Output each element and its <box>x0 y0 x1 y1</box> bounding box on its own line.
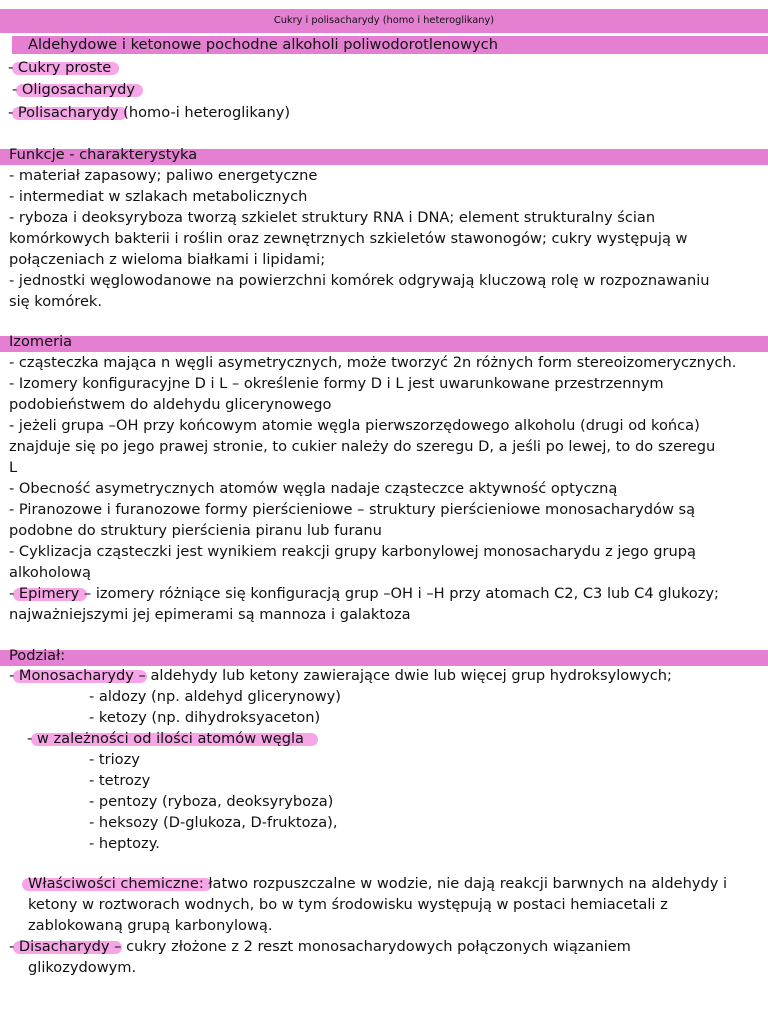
functions-line-4: komórkowych bakterii i roślin oraz zewnętrznych szkieletów stawonogów; cukry występują w <box>9 230 688 247</box>
isomerism-line-10: - Cyklizacja cząsteczki jest wynikiem reakcji grupy karbonylowej monosacharydu z jego grupą <box>9 543 696 560</box>
division-line-10: Właściwości chemiczne: łatwo rozpuszczalne w wodzie, nie dają reakcji barwnych na aldehydy i <box>28 875 728 892</box>
isomerism-line-4: - jeżeli grupa –OH przy końcowym atomie węgla pierwszorzędowego alkoholu (drugi od końca) <box>9 417 700 434</box>
functions-line-7: się komórek. <box>9 293 103 310</box>
division-line-4: - w zależności od ilości atomów węgla <box>27 730 304 747</box>
highlight-wlasciwosci: Właściwości chemiczne: <box>28 875 204 892</box>
division-band <box>0 650 768 666</box>
isomerism-line-3: podobieństwem do aldehydu glicerynowego <box>9 396 332 413</box>
isomerism-line-9: podobne do struktury pierścienia piranu lub furanu <box>9 522 382 539</box>
highlight-epimery: Epimery <box>18 585 80 602</box>
isomerism-header: Izomeria <box>9 333 73 350</box>
highlight-polisacharydy: Polisacharydy <box>17 104 119 121</box>
isomerism-line-12: - Epimery – izomery różniące się konfiguracją grup –OH i –H przy atomach C2, C3 lub C4 glukozy; <box>9 585 719 602</box>
functions-line-5: połączeniach z wieloma białkami i lipidami; <box>9 251 326 268</box>
highlight-disacharydy: Disacharydy <box>18 938 115 955</box>
division-line-6: - tetrozy <box>89 772 151 789</box>
intro-item-2: - Oligosacharydy <box>12 81 135 98</box>
division-line-13: - Disacharydy – cukry złożone z 2 reszt monosacharydowych połączonych wiązaniem <box>9 938 631 955</box>
highlight-monosacharydy: Monosacharydy <box>18 667 139 684</box>
intro-item-3: - Polisacharydy (homo-i heteroglikany) <box>8 104 291 121</box>
functions-header: Funkcje - charakterystyka <box>9 146 198 163</box>
isomerism-band <box>0 336 768 352</box>
division-line-9: - heptozy. <box>89 835 160 852</box>
functions-line-3: - ryboza i deoksyryboza tworzą szkielet struktury RNA i DNA; element strukturalny ścian <box>9 209 656 226</box>
isomerism-line-7: - Obecność asymetrycznych atomów węgla nadaje cząsteczce aktywność optyczną <box>9 480 618 497</box>
functions-line-6: - jednostki węglowodanowe na powierzchni komórek odgrywają kluczową rolę w rozpoznawaniu <box>9 272 710 289</box>
intro-item-1: - Cukry proste <box>8 59 112 76</box>
division-line-7: - pentozy (ryboza, deoksyryboza) <box>89 793 334 810</box>
isomerism-line-5: znajduje się po jego prawej stronie, to cukier należy do szeregu D, a jeśli po lewej, to do szeregu <box>9 438 716 455</box>
division-line-2: - aldozy (np. aldehyd glicerynowy) <box>89 688 341 705</box>
division-line-3: - ketozy (np. dihydroksyaceton) <box>89 709 321 726</box>
division-line-1: - Monosacharydy – aldehydy lub ketony zawierające dwie lub więcej grup hydroksylowych; <box>9 667 672 684</box>
division-line-5: - triozy <box>89 751 140 768</box>
page-title: Cukry i polisacharydy (homo i heteroglikany) <box>273 15 495 26</box>
highlight-w-zaleznosci: w zależności od ilości atomów węgla <box>36 730 304 747</box>
subtitle: Aldehydowe i ketonowe pochodne alkoholi poliwodorotlenowych <box>28 36 498 53</box>
division-line-8: - heksozy (D-glukoza, D-fruktoza), <box>89 814 338 831</box>
isomerism-line-13: najważniejszymi jej epimerami są mannoza i galaktoza <box>9 606 411 623</box>
isomerism-line-2: - Izomery konfiguracyjne D i L – określenie formy D i L jest uwarunkowane przestrzennym <box>9 375 664 392</box>
isomerism-line-8: - Piranozowe i furanozowe formy pierścieniowe – struktury pierścieniowe monosacharydów są <box>9 501 696 518</box>
functions-line-1: - materiał zapasowy; paliwo energetyczne <box>9 167 318 184</box>
isomerism-line-6: L <box>9 459 18 476</box>
highlight-cukry-proste: Cukry proste <box>17 59 112 76</box>
division-line-12: zablokowaną grupą karbonylową. <box>28 917 273 934</box>
highlight-oligosacharydy: Oligosacharydy <box>21 81 135 98</box>
division-line-11: ketony w roztworach wodnych, bo w tym środowisku występują w postaci hemiacetali z <box>28 896 668 913</box>
isomerism-line-1: - cząsteczka mająca n węgli asymetrycznych, może tworzyć 2n różnych form stereoizomerycznych. <box>9 354 737 371</box>
division-header: Podział: <box>9 647 66 664</box>
functions-line-2: - intermediat w szlakach metabolicznych <box>9 188 308 205</box>
isomerism-line-11: alkoholową <box>9 564 91 581</box>
division-line-14: glikozydowym. <box>28 959 137 976</box>
